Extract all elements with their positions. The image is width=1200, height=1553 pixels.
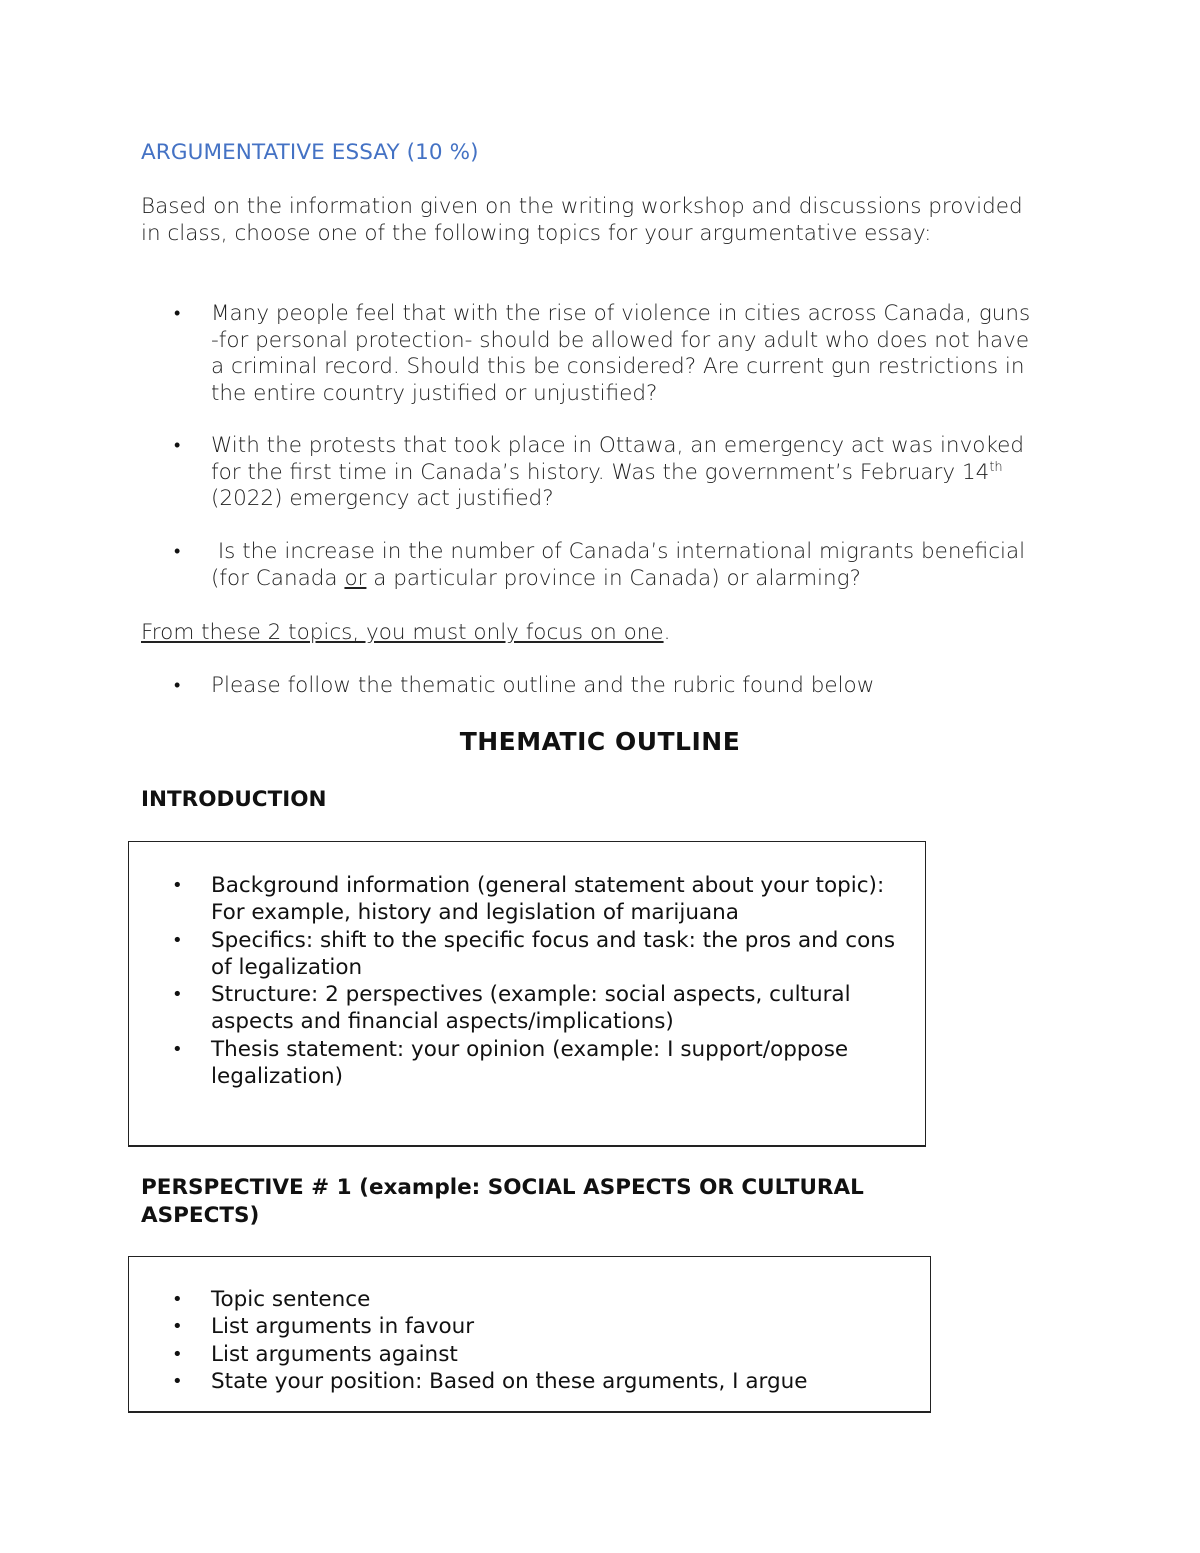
introduction-item bbox=[141, 981, 915, 1036]
introduction-item-text: Structure: 2 perspectives (example: social aspects, cultural aspects and financial aspects/implications) bbox=[211, 982, 851, 1035]
topic-list bbox=[141, 301, 1041, 407]
topic-text-3b: a particular province in Canada) or alarming? bbox=[366, 565, 861, 591]
introduction-item bbox=[141, 872, 915, 927]
bullet-icon: • bbox=[172, 1289, 183, 1310]
topic-text-1: Many people feel that with the rise of violence in cities across Canada, guns -for personal protection- should be allowed for any adult who does not have a criminal record. Should this be considered? Are current gun restrictions in the entire country justified or unjustified? bbox=[211, 301, 1031, 406]
introduction-item-text: Background information (general statement about your topic): For example, history and legislation of marijuana bbox=[211, 873, 885, 926]
topic-text-2a: With the protests that took place in Ottawa, an emergency act was invoked for the first time in Canada’s history. Was the government’s February 14 bbox=[211, 433, 1025, 485]
topic-item-1 bbox=[141, 301, 1041, 407]
bullet-icon: • bbox=[172, 984, 183, 1006]
introduction-item bbox=[141, 1036, 915, 1091]
introduction-list bbox=[141, 872, 915, 1090]
perspective1-box bbox=[128, 1256, 931, 1413]
essay-title: ARGUMENTATIVE ESSAY (10 %) bbox=[141, 140, 479, 165]
bullet-icon: • bbox=[174, 675, 181, 696]
perspective1-heading: PERSPECTIVE # 1 (example: SOCIAL ASPECTS OR CULTURAL ASPECTS) bbox=[141, 1175, 864, 1228]
bullet-icon: • bbox=[172, 929, 183, 951]
bullet-icon: • bbox=[174, 435, 181, 456]
follow-list bbox=[141, 673, 1041, 700]
perspective1-item bbox=[141, 1368, 920, 1395]
bullet-icon: • bbox=[172, 1038, 183, 1060]
focus-note bbox=[141, 620, 1041, 647]
topic-item-3 bbox=[141, 539, 1041, 592]
bullet-icon: • bbox=[172, 1343, 183, 1365]
perspective1-item bbox=[141, 1341, 920, 1368]
perspective1-list bbox=[141, 1286, 920, 1395]
follow-item bbox=[141, 673, 1041, 700]
perspective1-item-text: List arguments against bbox=[211, 1341, 458, 1367]
perspective1-item-text: Topic sentence bbox=[211, 1287, 371, 1312]
topic-item-2 bbox=[141, 433, 1041, 513]
focus-note-text: From these 2 topics, you must only focus on one bbox=[141, 620, 664, 645]
perspective1-item-text: State your position: Based on these arguments, I argue bbox=[211, 1368, 808, 1394]
introduction-item-text: Specifics: shift to the specific focus and task: the pros and cons of legalization bbox=[211, 927, 896, 980]
bullet-icon: • bbox=[174, 541, 181, 562]
introduction-item bbox=[141, 927, 915, 982]
superscript-th: th bbox=[989, 459, 1003, 475]
topic-list-2 bbox=[141, 433, 1041, 513]
introduction-box bbox=[128, 841, 926, 1147]
topic-text-3-or: or bbox=[344, 565, 367, 591]
perspective1-item bbox=[141, 1313, 920, 1340]
introduction-item-text: Thesis statement: your opinion (example: I support/oppose legalization) bbox=[211, 1036, 849, 1090]
introduction-heading: INTRODUCTION bbox=[141, 787, 327, 812]
perspective1-item bbox=[141, 1286, 920, 1313]
bullet-icon: • bbox=[174, 303, 181, 324]
topic-text-2b: (2022) emergency act justified? bbox=[211, 486, 554, 512]
follow-note: Please follow the thematic outline and the rubric found below bbox=[211, 673, 875, 698]
topic-list-3 bbox=[141, 539, 1041, 592]
topic-text-3a: Is the increase in the number of Canada’s international migrants beneficial (for Canada bbox=[211, 539, 1032, 591]
focus-note-period: . bbox=[663, 620, 671, 645]
bullet-icon: • bbox=[172, 1370, 183, 1392]
bullet-icon: • bbox=[172, 875, 183, 896]
intro-paragraph: Based on the information given on the writing workshop and discussions provided in class, choose one of the following topics for your argumentative essay: bbox=[141, 194, 1023, 246]
outline-heading: THEMATIC OUTLINE bbox=[459, 727, 741, 756]
perspective1-item-text: List arguments in favour bbox=[211, 1314, 475, 1340]
bullet-icon: • bbox=[172, 1316, 183, 1338]
